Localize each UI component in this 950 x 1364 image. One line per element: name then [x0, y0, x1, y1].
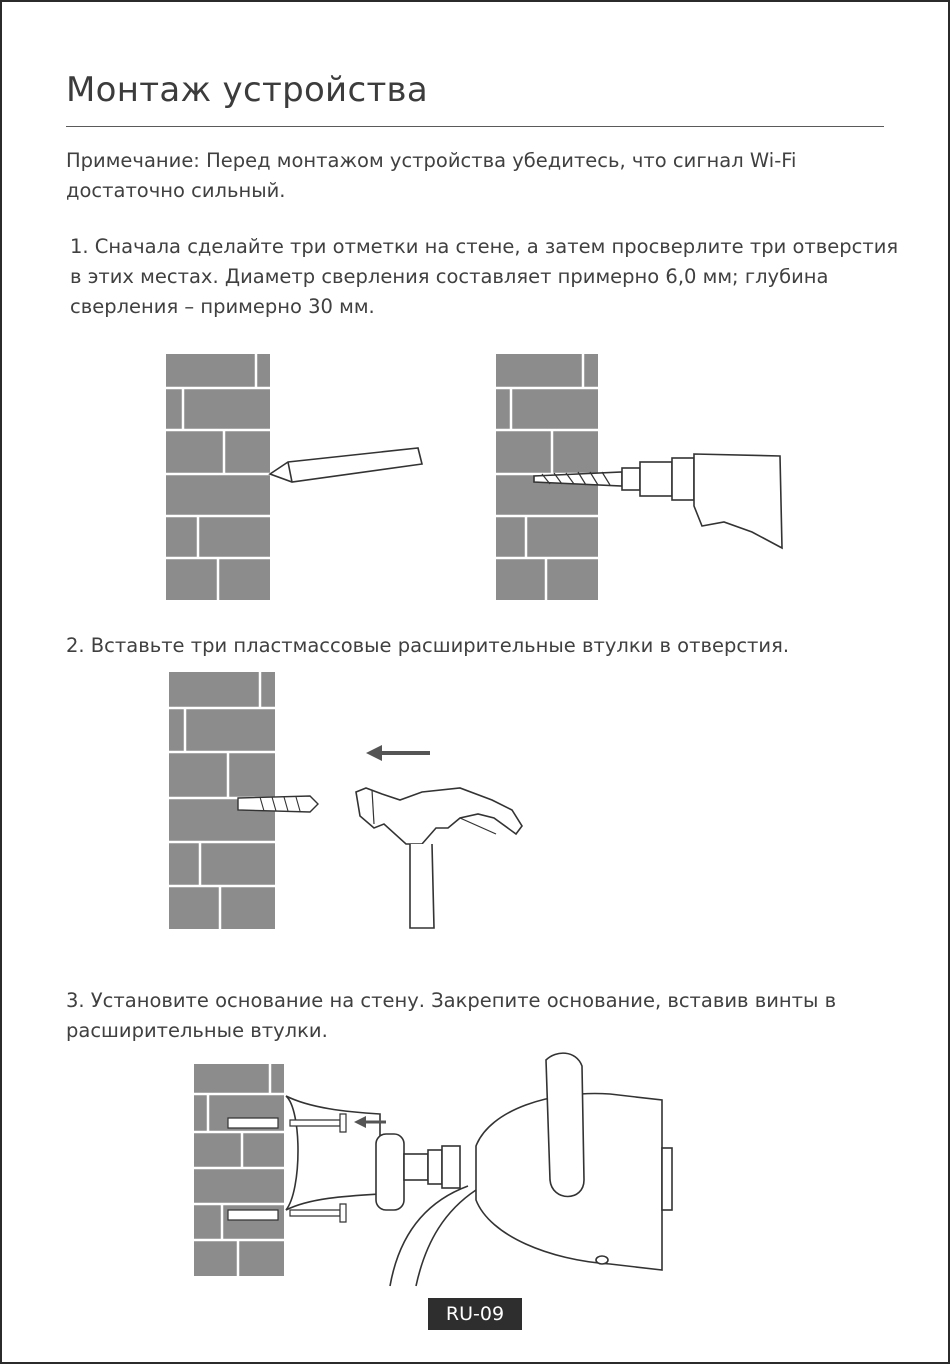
step-1-text: 1. Сначала сделайте три отметки на стене, а затем просверлите три отверстия в этих местах. Диаметр сверления составляет примерно 6,0 мм; глубина сверления – примерно 30 мм.	[70, 235, 899, 318]
figure-marking	[160, 350, 440, 606]
marking-pencil-icon	[270, 448, 422, 482]
direction-arrow-icon	[366, 745, 430, 761]
brick-wall-illustration	[166, 354, 270, 600]
page-number-badge: RU-09	[428, 1298, 522, 1330]
step-2-text: 2. Вставьте три пластмассовые расширительные втулки в отверстия.	[66, 634, 790, 657]
figure-mounting	[190, 1050, 690, 1286]
brick-wall-illustration	[194, 1064, 284, 1276]
page-title: Монтаж устройства	[66, 70, 429, 110]
wall-anchor-icon	[238, 796, 318, 812]
step-3-text: 3. Установите основание на стену. Закрепите основание, вставив винты в расширительные втулки.	[66, 989, 837, 1042]
camera-base-icon	[286, 1096, 460, 1210]
title-divider	[66, 126, 884, 127]
figure-anchors	[160, 668, 560, 934]
figure-drilling	[490, 350, 790, 606]
note-text: Примечание: Перед монтажом устройства убедитесь, что сигнал Wi-Fi достаточно сильный.	[66, 149, 797, 202]
hammer-icon	[356, 788, 522, 928]
